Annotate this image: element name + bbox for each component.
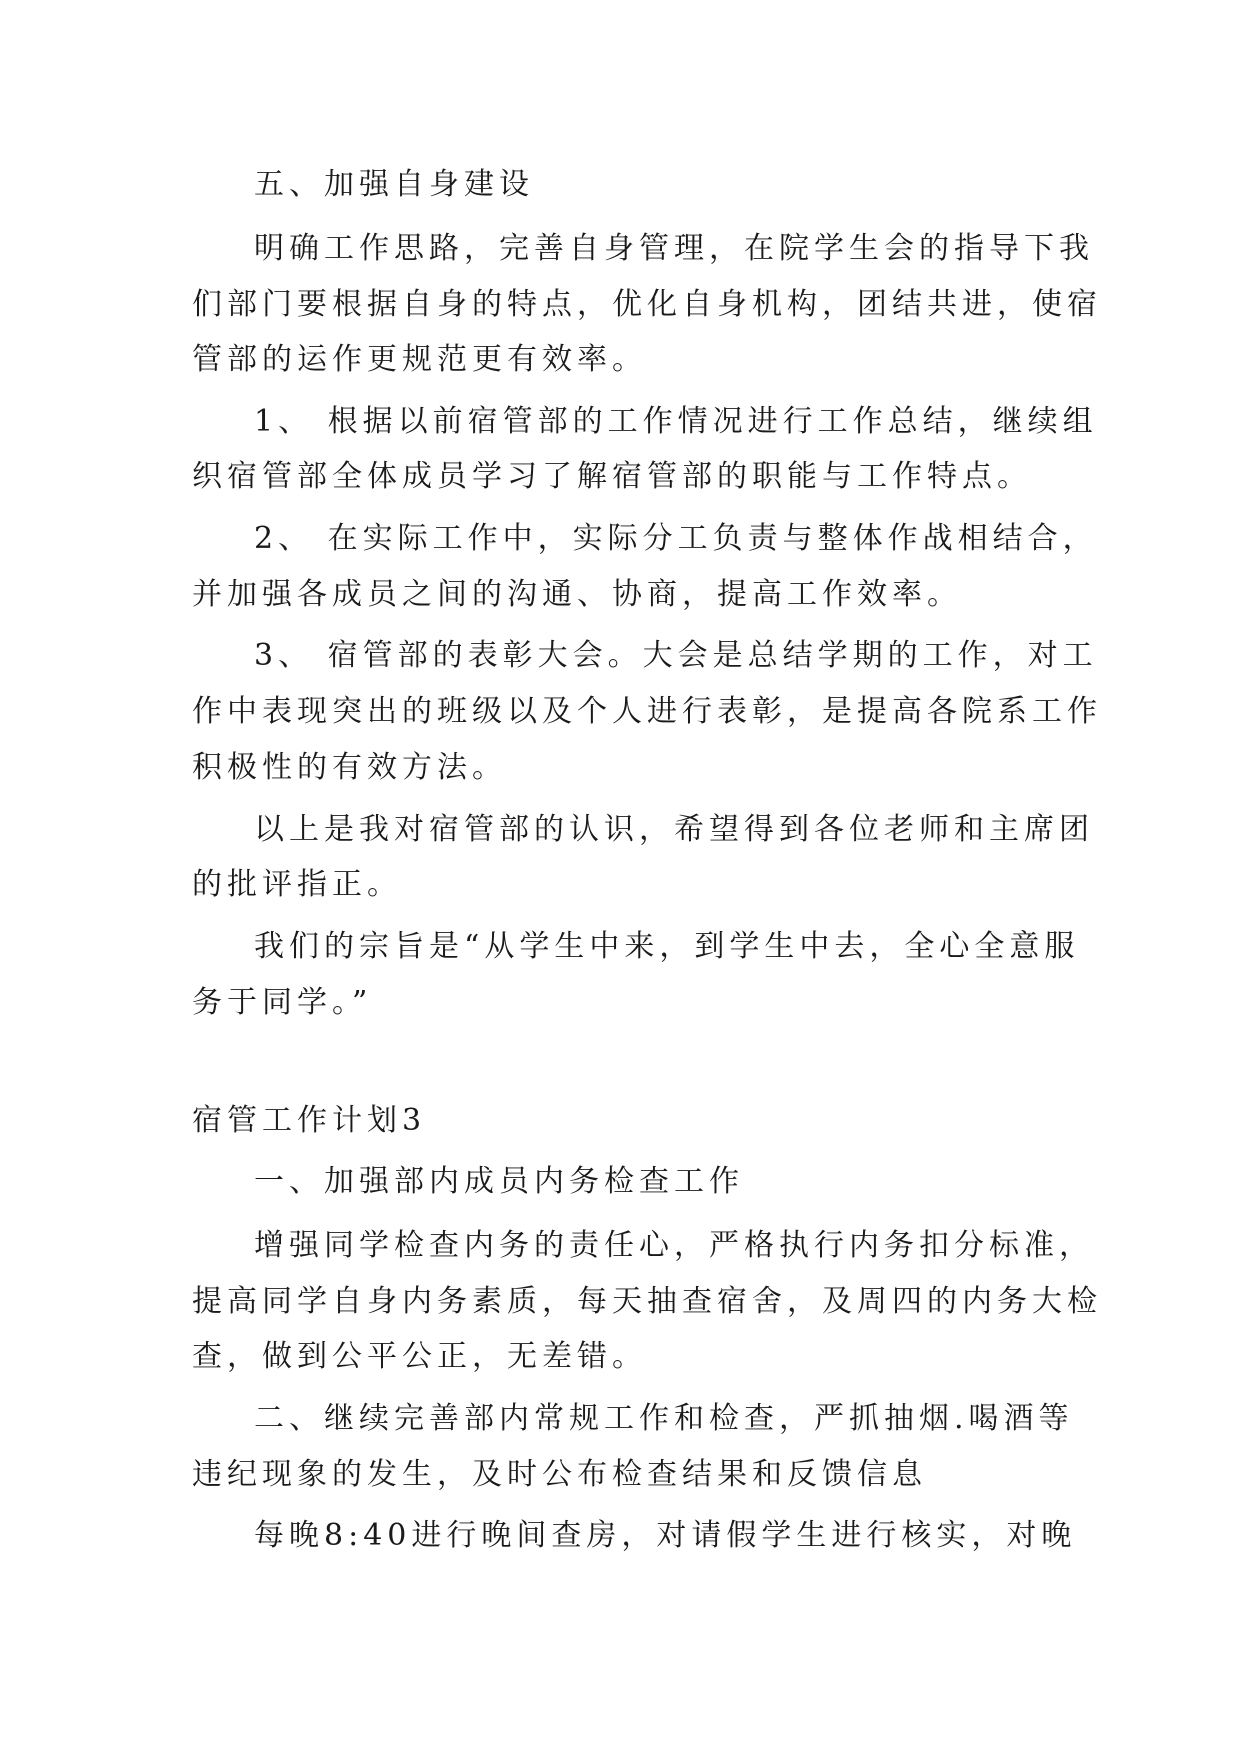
list-item-3: 3、 宿管部的表彰大会。大会是总结学期的工作，对工 xyxy=(254,638,1098,673)
section-heading-1: 一、加强部内成员内务检查工作 xyxy=(254,1164,744,1199)
paragraph-line: 们部门要根据自身的特点，优化自身机构，团结共进，使宿 xyxy=(192,287,1102,322)
paragraph-line: 的批评指正。 xyxy=(192,867,402,902)
list-item-2: 2、 在实际工作中，实际分工负责与整体作战相结合， xyxy=(254,521,1098,556)
paragraph-line: 查，做到公平公正，无差错。 xyxy=(192,1339,647,1374)
paragraph-line: 我们的宗旨是“从学生中来，到学生中去，全心全意服 xyxy=(254,929,1080,964)
paragraph-line: 积极性的有效方法。 xyxy=(192,750,507,785)
paragraph-line: 增强同学检查内务的责任心，严格执行内务扣分标准， xyxy=(254,1228,1094,1263)
paragraph-line: 明确工作思路，完善自身管理，在院学生会的指导下我 xyxy=(254,231,1094,266)
paragraph-line: 提高同学自身内务素质，每天抽查宿舍，及周四的内务大检 xyxy=(192,1284,1102,1319)
paragraph-line: 作中表现突出的班级以及个人进行表彰，是提高各院系工作 xyxy=(192,694,1102,729)
paragraph-line: 以上是我对宿管部的认识，希望得到各位老师和主席团 xyxy=(254,812,1094,847)
paragraph-line: 管部的运作更规范更有效率。 xyxy=(192,342,647,377)
paragraph-line: 并加强各成员之间的沟通、协商，提高工作效率。 xyxy=(192,577,962,612)
paragraph-line: 违纪现象的发生，及时公布检查结果和反馈信息 xyxy=(192,1457,927,1492)
paragraph-line: 每晚8:40进行晚间查房，对请假学生进行核实，对晚 xyxy=(254,1518,1077,1553)
paragraph-line: 务于同学。” xyxy=(192,985,373,1020)
document-title: 宿管工作计划3 xyxy=(192,1103,427,1138)
list-item-1: 1、 根据以前宿管部的工作情况进行工作总结，继续组 xyxy=(254,404,1098,439)
section-heading-2: 二、继续完善部内常规工作和检查，严抓抽烟.喝酒等 xyxy=(254,1401,1074,1436)
section-heading-5: 五、加强自身建设 xyxy=(254,167,534,202)
paragraph-line: 织宿管部全体成员学习了解宿管部的职能与工作特点。 xyxy=(192,459,1032,494)
